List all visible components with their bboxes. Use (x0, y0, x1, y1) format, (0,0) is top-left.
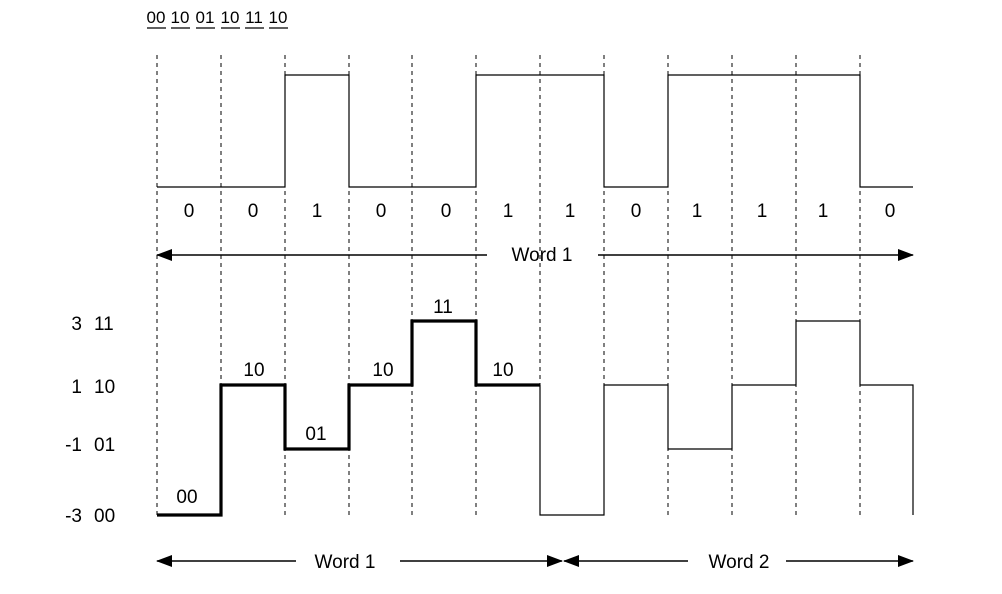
code-pair-2-text: 10 (170, 8, 190, 27)
word-1-top-label: Word 1 (511, 245, 573, 266)
symbol-label: 01 (305, 424, 327, 445)
code-pair-1 (147, 8, 166, 28)
bit-label: 1 (311, 201, 323, 222)
symbol-label: 11 (433, 297, 453, 318)
code-pair-5 (245, 8, 264, 28)
code-pair-6-text: 10 (268, 8, 288, 27)
word-2-bottom-label: Word 2 (708, 552, 770, 573)
symbol-label: 10 (243, 360, 265, 381)
bit-label: 1 (756, 201, 768, 222)
level-code: 11 (94, 314, 114, 335)
nrz-waveform (157, 75, 913, 187)
pam4-level-labels (65, 314, 115, 527)
code-pair-6 (269, 8, 288, 28)
bit-label: 1 (691, 201, 703, 222)
code-pair-1-text: 00 (146, 8, 166, 27)
level-code: 10 (94, 377, 116, 398)
bit-label: 0 (630, 201, 642, 222)
bit-label: 0 (375, 201, 387, 222)
bit-label: 0 (440, 201, 452, 222)
pam4-waveform-word-1 (157, 321, 540, 515)
pam4-symbol-labels (176, 297, 513, 508)
code-pair-3-text: 01 (195, 8, 215, 27)
code-pair-2 (171, 8, 190, 28)
bit-label: 1 (817, 201, 829, 222)
symbol-label: 10 (372, 360, 394, 381)
level-value: -3 (65, 506, 82, 527)
symbol-label: 10 (492, 360, 514, 381)
level-value: 1 (71, 377, 82, 398)
bit-label: 1 (502, 201, 514, 222)
word-1-top-span (157, 245, 913, 266)
level-code: 01 (94, 435, 116, 456)
bit-label: 0 (183, 201, 195, 222)
code-pair-4-text: 10 (220, 8, 240, 27)
level-value: -1 (65, 435, 82, 456)
code-pair-3 (196, 8, 215, 28)
pam4-waveform-word-2 (540, 321, 913, 515)
top-code-sequence (147, 8, 288, 28)
code-pair-5-text: 11 (245, 8, 263, 27)
bit-label: 0 (247, 201, 259, 222)
bottom-word-spans (157, 552, 913, 573)
symbol-label: 00 (176, 487, 198, 508)
code-pair-4 (221, 8, 240, 28)
time-slot-grid (157, 55, 860, 518)
level-code: 00 (94, 506, 116, 527)
level-value: 3 (71, 314, 82, 335)
bit-label: 1 (564, 201, 576, 222)
bit-label: 0 (884, 201, 896, 222)
word-1-bottom-label: Word 1 (314, 552, 376, 573)
